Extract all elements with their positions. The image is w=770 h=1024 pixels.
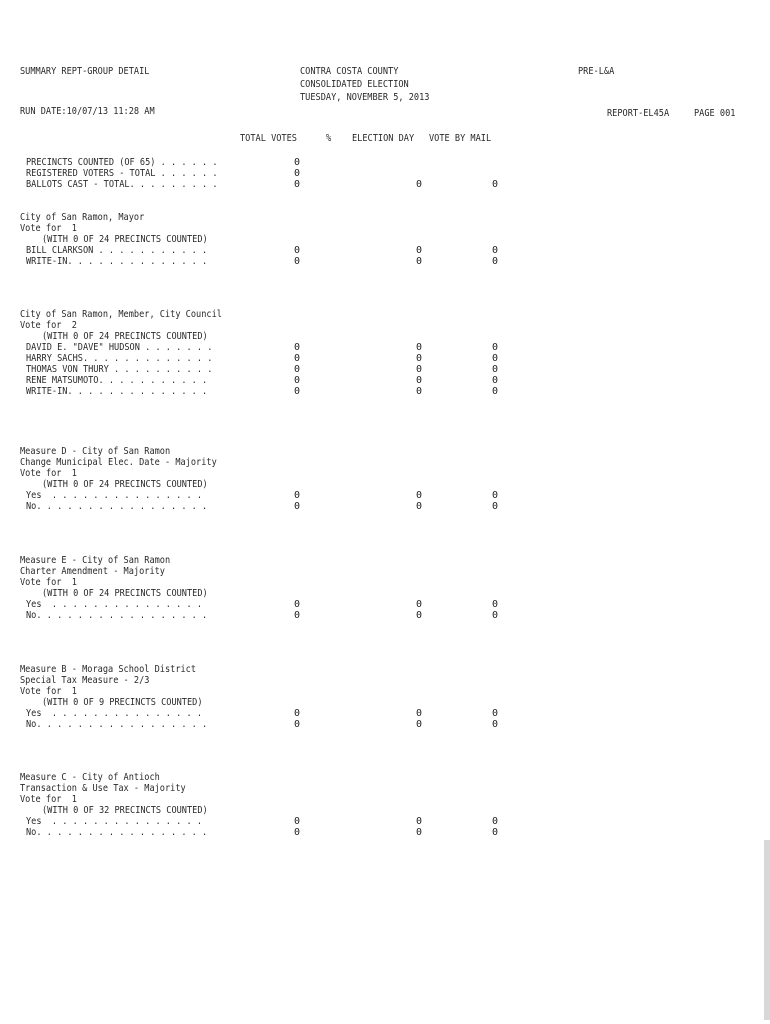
vote-by-mail-votes: 0 bbox=[491, 375, 498, 386]
precincts-counted: (WITH 0 OF 24 PRECINCTS COUNTED) bbox=[42, 479, 208, 490]
summary-election-day: 0 bbox=[415, 179, 422, 190]
precincts-counted: (WITH 0 OF 9 PRECINCTS COUNTED) bbox=[42, 697, 203, 708]
col-total-votes: TOTAL VOTES bbox=[240, 133, 297, 144]
total-votes: 0 bbox=[293, 353, 300, 364]
precincts-counted: (WITH 0 OF 24 PRECINCTS COUNTED) bbox=[42, 588, 208, 599]
total-votes: 0 bbox=[293, 364, 300, 375]
total-votes: 0 bbox=[293, 816, 300, 827]
report-id: REPORT-EL45A bbox=[607, 108, 670, 119]
total-votes: 0 bbox=[293, 501, 300, 512]
vote-for: Vote for 1 bbox=[20, 794, 77, 805]
precincts-counted: (WITH 0 OF 24 PRECINCTS COUNTED) bbox=[42, 331, 208, 342]
col-percent: % bbox=[326, 133, 332, 144]
election-day-votes: 0 bbox=[415, 708, 422, 719]
total-votes: 0 bbox=[293, 599, 300, 610]
total-votes: 0 bbox=[293, 610, 300, 621]
candidate-label: WRITE-IN. . . . . . . . . . . . . . bbox=[26, 386, 208, 397]
vote-by-mail-votes: 0 bbox=[491, 342, 498, 353]
county-name: CONTRA COSTA COUNTY bbox=[300, 66, 399, 77]
election-day-votes: 0 bbox=[415, 599, 422, 610]
vote-by-mail-votes: 0 bbox=[491, 386, 498, 397]
precincts-counted: (WITH 0 OF 24 PRECINCTS COUNTED) bbox=[42, 234, 208, 245]
election-day-votes: 0 bbox=[415, 827, 422, 838]
choice-label: Yes . . . . . . . . . . . . . . . bbox=[26, 599, 203, 610]
vote-for: Vote for 2 bbox=[20, 320, 77, 331]
vote-by-mail-votes: 0 bbox=[491, 353, 498, 364]
page-number: PAGE 001 bbox=[694, 108, 736, 119]
summary-label: PRECINCTS COUNTED (OF 65) . . . . . . bbox=[26, 157, 218, 168]
total-votes: 0 bbox=[293, 490, 300, 501]
col-vote-by-mail: VOTE BY MAIL bbox=[429, 133, 492, 144]
total-votes: 0 bbox=[293, 342, 300, 353]
vote-by-mail-votes: 0 bbox=[491, 490, 498, 501]
election-day-votes: 0 bbox=[415, 386, 422, 397]
race-title: Measure D - City of San Ramon bbox=[20, 446, 171, 457]
choice-label: No. . . . . . . . . . . . . . . . . bbox=[26, 827, 208, 838]
choice-label: Yes . . . . . . . . . . . . . . . bbox=[26, 816, 203, 827]
election-day-votes: 0 bbox=[415, 375, 422, 386]
choice-label: No. . . . . . . . . . . . . . . . . bbox=[26, 501, 208, 512]
choice-label: No. . . . . . . . . . . . . . . . . bbox=[26, 719, 208, 730]
candidate-label: RENE MATSUMOTO. . . . . . . . . . . bbox=[26, 375, 208, 386]
election-day-votes: 0 bbox=[415, 490, 422, 501]
vote-for: Vote for 1 bbox=[20, 577, 77, 588]
election-date: TUESDAY, NOVEMBER 5, 2013 bbox=[300, 92, 430, 103]
election-name: CONSOLIDATED ELECTION bbox=[300, 79, 409, 90]
election-day-votes: 0 bbox=[415, 719, 422, 730]
race-subtitle: Change Municipal Elec. Date - Majority bbox=[20, 457, 217, 468]
election-day-votes: 0 bbox=[415, 342, 422, 353]
summary-total: 0 bbox=[293, 157, 300, 168]
total-votes: 0 bbox=[293, 386, 300, 397]
choice-label: No. . . . . . . . . . . . . . . . . bbox=[26, 610, 208, 621]
race-title: City of San Ramon, Mayor bbox=[20, 212, 145, 223]
candidate-label: BILL CLARKSON . . . . . . . . . . . bbox=[26, 245, 208, 256]
summary-total: 0 bbox=[293, 179, 300, 190]
vote-by-mail-votes: 0 bbox=[491, 610, 498, 621]
vote-by-mail-votes: 0 bbox=[491, 827, 498, 838]
run-date: RUN DATE:10/07/13 11:28 AM bbox=[20, 106, 155, 117]
summary-label: BALLOTS CAST - TOTAL. . . . . . . . . bbox=[26, 179, 218, 190]
total-votes: 0 bbox=[293, 827, 300, 838]
vote-by-mail-votes: 0 bbox=[491, 816, 498, 827]
candidate-label: HARRY SACHS. . . . . . . . . . . . . bbox=[26, 353, 213, 364]
total-votes: 0 bbox=[293, 245, 300, 256]
pre-la-label: PRE-L&A bbox=[578, 66, 615, 77]
vote-by-mail-votes: 0 bbox=[491, 501, 498, 512]
col-election-day: ELECTION DAY bbox=[352, 133, 415, 144]
choice-label: Yes . . . . . . . . . . . . . . . bbox=[26, 490, 203, 501]
race-title: Measure E - City of San Ramon bbox=[20, 555, 171, 566]
election-day-votes: 0 bbox=[415, 353, 422, 364]
election-day-votes: 0 bbox=[415, 816, 422, 827]
vote-for: Vote for 1 bbox=[20, 468, 77, 479]
total-votes: 0 bbox=[293, 375, 300, 386]
election-day-votes: 0 bbox=[415, 364, 422, 375]
total-votes: 0 bbox=[293, 719, 300, 730]
race-subtitle: Special Tax Measure - 2/3 bbox=[20, 675, 150, 686]
vote-by-mail-votes: 0 bbox=[491, 256, 498, 267]
election-day-votes: 0 bbox=[415, 245, 422, 256]
summary-total: 0 bbox=[293, 168, 300, 179]
candidate-label: WRITE-IN. . . . . . . . . . . . . . bbox=[26, 256, 208, 267]
choice-label: Yes . . . . . . . . . . . . . . . bbox=[26, 708, 203, 719]
summary-vote-by-mail: 0 bbox=[491, 179, 498, 190]
election-day-votes: 0 bbox=[415, 256, 422, 267]
report-type: SUMMARY REPT-GROUP DETAIL bbox=[20, 66, 150, 77]
race-subtitle: Charter Amendment - Majority bbox=[20, 566, 165, 577]
candidate-label: THOMAS VON THURY . . . . . . . . . . bbox=[26, 364, 213, 375]
vote-by-mail-votes: 0 bbox=[491, 719, 498, 730]
election-day-votes: 0 bbox=[415, 501, 422, 512]
precincts-counted: (WITH 0 OF 32 PRECINCTS COUNTED) bbox=[42, 805, 208, 816]
race-title: Measure C - City of Antioch bbox=[20, 772, 160, 783]
race-title: City of San Ramon, Member, City Council bbox=[20, 309, 222, 320]
total-votes: 0 bbox=[293, 256, 300, 267]
vote-for: Vote for 1 bbox=[20, 223, 77, 234]
summary-label: REGISTERED VOTERS - TOTAL . . . . . . bbox=[26, 168, 218, 179]
vote-by-mail-votes: 0 bbox=[491, 245, 498, 256]
vote-by-mail-votes: 0 bbox=[491, 708, 498, 719]
race-title: Measure B - Moraga School District bbox=[20, 664, 197, 675]
scan-edge-shadow bbox=[764, 840, 770, 1020]
candidate-label: DAVID E. "DAVE" HUDSON . . . . . . . bbox=[26, 342, 213, 353]
vote-by-mail-votes: 0 bbox=[491, 364, 498, 375]
total-votes: 0 bbox=[293, 708, 300, 719]
race-subtitle: Transaction & Use Tax - Majority bbox=[20, 783, 186, 794]
vote-for: Vote for 1 bbox=[20, 686, 77, 697]
vote-by-mail-votes: 0 bbox=[491, 599, 498, 610]
election-day-votes: 0 bbox=[415, 610, 422, 621]
